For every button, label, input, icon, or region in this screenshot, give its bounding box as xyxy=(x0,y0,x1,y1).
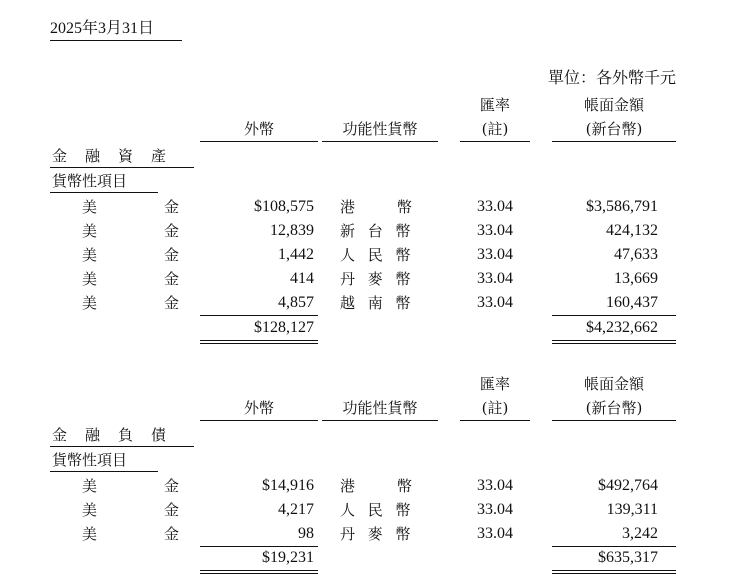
row-currency: 人 民 幣 xyxy=(340,246,415,264)
row-currency: 新 台 幣 xyxy=(340,222,415,240)
row-rate: 33.04 xyxy=(477,222,513,239)
rate-header-rule xyxy=(460,420,530,421)
date-underline xyxy=(50,40,182,41)
fx-total: $19,231 xyxy=(262,549,314,566)
row-book: 13,669 xyxy=(614,270,658,287)
row-fx: $14,916 xyxy=(262,477,314,494)
report-date: 2025年3月31日 xyxy=(50,20,155,37)
book-header-line2: (新台幣) xyxy=(585,120,643,138)
rate-header-line1: 匯率 xyxy=(479,375,510,393)
row-currency: 越 南 幣 xyxy=(340,294,415,312)
book-total: $635,317 xyxy=(598,549,658,566)
row-fx: 1,442 xyxy=(278,246,314,263)
book-total: $4,232,662 xyxy=(586,319,658,336)
row-fx: 414 xyxy=(290,270,314,287)
row-rate: 33.04 xyxy=(477,525,513,542)
fx-header-rule xyxy=(200,141,318,142)
currency-header: 功能性貨幣 xyxy=(342,120,418,138)
category-label: 貨幣性項目 xyxy=(52,172,128,190)
row-fx: 4,857 xyxy=(278,294,314,311)
fx-total-double-rule xyxy=(200,340,318,344)
category-rule xyxy=(50,192,158,193)
row-item: 美 金 xyxy=(82,501,206,519)
row-book: 3,242 xyxy=(622,525,658,542)
row-currency: 港 幣 xyxy=(340,198,417,216)
currency-header-rule xyxy=(322,420,438,421)
fx-subtotal-rule xyxy=(200,546,318,547)
book-header-line1: 帳面金額 xyxy=(583,96,644,114)
section-title-rule xyxy=(50,446,194,447)
currency-header-rule xyxy=(322,141,438,142)
rate-header-rule xyxy=(460,141,530,142)
fx-total-double-rule xyxy=(200,570,318,574)
rate-header-line1: 匯率 xyxy=(479,96,510,114)
row-book: $3,586,791 xyxy=(586,198,658,215)
row-book: 47,633 xyxy=(614,246,658,263)
row-fx: 12,839 xyxy=(270,222,314,239)
row-item: 美 金 xyxy=(82,222,206,240)
book-header-rule xyxy=(552,141,676,142)
book-subtotal-rule xyxy=(552,546,676,547)
row-currency: 港 幣 xyxy=(340,477,417,495)
row-fx: 4,217 xyxy=(278,501,314,518)
section-title: 金融負債 xyxy=(52,426,185,444)
row-item: 美 金 xyxy=(82,198,206,216)
fx-header: 外幣 xyxy=(243,399,274,417)
row-item: 美 金 xyxy=(82,246,206,264)
book-subtotal-rule xyxy=(552,315,676,316)
row-book: $492,764 xyxy=(598,477,658,494)
section-title-rule xyxy=(50,167,194,168)
row-rate: 33.04 xyxy=(477,294,513,311)
unit-label: 單位：各外幣千元 xyxy=(547,68,676,87)
row-item: 美 金 xyxy=(82,270,206,288)
book-header-line1: 帳面金額 xyxy=(583,375,644,393)
row-book: 424,132 xyxy=(606,222,658,239)
row-book: 160,437 xyxy=(606,294,658,311)
row-item: 美 金 xyxy=(82,294,206,312)
row-rate: 33.04 xyxy=(477,246,513,263)
row-rate: 33.04 xyxy=(477,477,513,494)
rate-header-line2: (註) xyxy=(481,120,509,138)
category-label: 貨幣性項目 xyxy=(52,451,128,469)
row-currency: 丹 麥 幣 xyxy=(340,525,415,543)
category-rule xyxy=(50,471,158,472)
section-title: 金融資產 xyxy=(52,147,185,165)
book-header-line2: (新台幣) xyxy=(585,399,643,417)
row-rate: 33.04 xyxy=(477,501,513,518)
row-rate: 33.04 xyxy=(477,270,513,287)
fx-header: 外幣 xyxy=(243,120,274,138)
fx-subtotal-rule xyxy=(200,315,318,316)
row-rate: 33.04 xyxy=(477,198,513,215)
book-total-double-rule xyxy=(552,340,676,344)
row-fx: 98 xyxy=(298,525,314,542)
row-currency: 人 民 幣 xyxy=(340,501,415,519)
row-item: 美 金 xyxy=(82,525,206,543)
row-item: 美 金 xyxy=(82,477,206,495)
fx-total: $128,127 xyxy=(254,319,314,336)
row-book: 139,311 xyxy=(606,501,658,518)
book-total-double-rule xyxy=(552,570,676,574)
book-header-rule xyxy=(552,420,676,421)
rate-header-line2: (註) xyxy=(481,399,509,417)
currency-header: 功能性貨幣 xyxy=(342,399,418,417)
fx-header-rule xyxy=(200,420,318,421)
row-fx: $108,575 xyxy=(254,198,314,215)
row-currency: 丹 麥 幣 xyxy=(340,270,415,288)
